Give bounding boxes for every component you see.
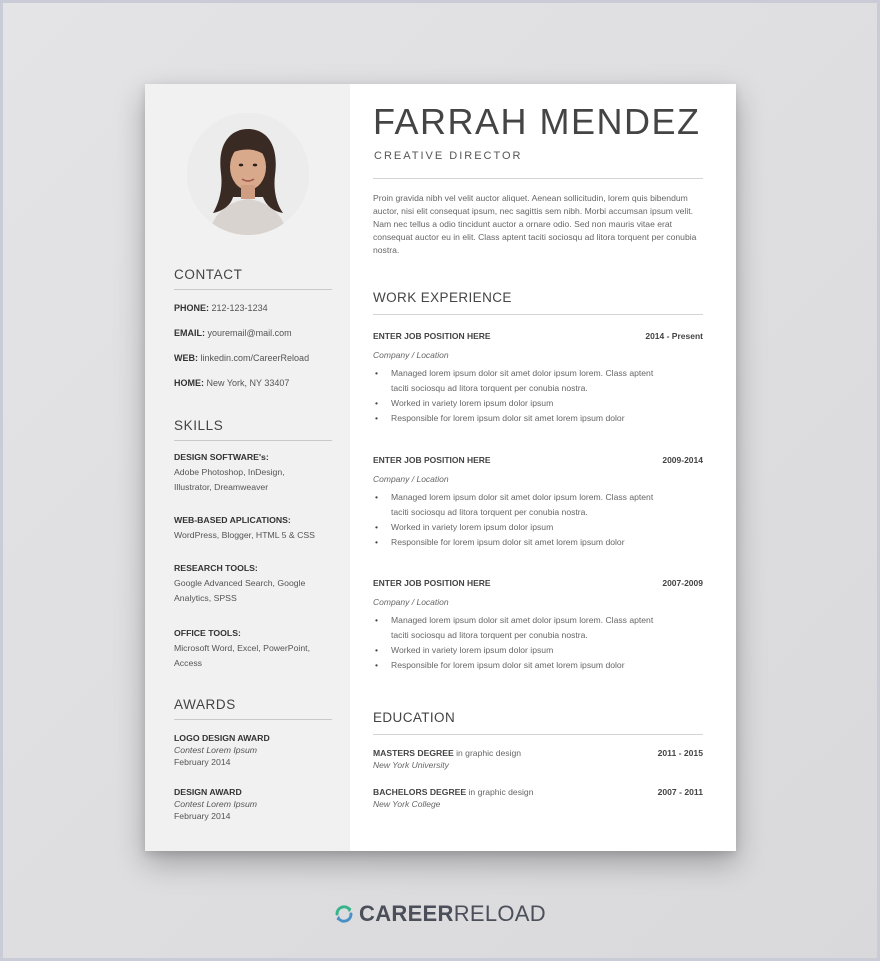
skill-group-line: Microsoft Word, Excel, PowerPoint,: [174, 643, 310, 653]
email-label: EMAIL:: [174, 328, 205, 338]
skill-group-office: [174, 626, 339, 671]
job-entry: [373, 331, 703, 426]
contact-divider: [174, 289, 332, 290]
brand-wordmark: [359, 901, 546, 927]
edu-years: 2007 - 2011: [657, 787, 703, 797]
contact-phone: [174, 303, 268, 313]
edu-degree: BACHELORS DEGREE: [373, 787, 467, 797]
skill-group-title: DESIGN SOFTWARE's:: [174, 452, 269, 462]
skill-group-research: [174, 561, 339, 606]
education-entry: [373, 748, 703, 770]
job-bullet: • Worked in variety lorem ipsum dolor ipsum: [373, 396, 703, 411]
job-bullet: • Responsible for lorem ipsum dolor sit amet lorem ipsum dolor: [373, 658, 703, 673]
portrait-image: [187, 113, 309, 235]
education-entry: [373, 787, 703, 809]
home-value: New York, NY 33407: [206, 378, 290, 388]
job-bullet: • Managed lorem ipsum dolor sit amet dolor ipsum lorem. Class aptent: [373, 490, 703, 505]
web-value: linkedin.com/CareerReload: [200, 353, 310, 363]
skill-group-line: Analytics, SPSS: [174, 593, 237, 603]
edu-school: New York University: [373, 760, 449, 770]
job-bullet: • Responsible for lorem ipsum dolor sit amet lorem ipsum dolor: [373, 411, 703, 426]
job-position: ENTER JOB POSITION HERE: [373, 455, 491, 465]
job-bullets: [373, 490, 703, 550]
award-date: February 2014: [174, 811, 231, 821]
edu-degree: MASTERS DEGREE: [373, 748, 454, 758]
skill-group-title: OFFICE TOOLS:: [174, 628, 241, 638]
refresh-arrows-icon: [333, 903, 355, 925]
contact-email: [174, 328, 292, 338]
award-title: LOGO DESIGN AWARD: [174, 733, 270, 743]
brand-part-2: RELOAD: [453, 901, 546, 926]
education-divider: [373, 734, 703, 735]
skill-group-design: [174, 450, 339, 495]
skills-divider: [174, 440, 332, 441]
header-divider: [373, 178, 703, 179]
skill-group-title: RESEARCH TOOLS:: [174, 563, 258, 573]
award-title: DESIGN AWARD: [174, 787, 242, 797]
resume-role: CREATIVE DIRECTOR: [374, 150, 523, 162]
work-divider: [373, 314, 703, 315]
job-bullet: • Responsible for lorem ipsum dolor sit amet lorem ipsum dolor: [373, 535, 703, 550]
awards-divider: [174, 719, 332, 720]
skill-group-line: Adobe Photoshop, InDesign,: [174, 467, 285, 477]
edu-field: in graphic design: [466, 787, 534, 797]
job-position: ENTER JOB POSITION HERE: [373, 331, 491, 341]
skills-heading: SKILLS: [174, 418, 224, 433]
job-company: Company / Location: [373, 597, 449, 607]
job-entry: [373, 455, 703, 550]
job-company: Company / Location: [373, 350, 449, 360]
edu-school: New York College: [373, 799, 441, 809]
resume-sidebar: [145, 84, 350, 851]
resume-name: FARRAH MENDEZ: [373, 101, 701, 142]
job-bullets: [373, 366, 703, 426]
phone-value: 212-123-1234: [211, 303, 268, 313]
contact-home: [174, 378, 289, 388]
job-company: Company / Location: [373, 474, 449, 484]
brand-part-1: CAREER: [359, 901, 454, 926]
skill-group-title: WEB-BASED APLICATIONS:: [174, 515, 291, 525]
job-bullet: taciti sociosqu ad litora torquent per conubia nostra.: [391, 507, 588, 517]
job-dates: 2014 - Present: [645, 331, 703, 341]
job-position: ENTER JOB POSITION HERE: [373, 578, 491, 588]
work-heading: WORK EXPERIENCE: [373, 290, 512, 305]
awards-heading: AWARDS: [174, 697, 236, 712]
job-entry: [373, 578, 703, 673]
email-value: youremail@mail.com: [207, 328, 292, 338]
award-issuer: Contest Lorem Ipsum: [174, 799, 258, 809]
web-label: WEB:: [174, 353, 198, 363]
skill-group-line: Google Advanced Search, Google: [174, 578, 306, 588]
resume-summary: Proin gravida nibh vel velit auctor aliquet. Aenean sollicitudin, lorem quis bibendum auctor, nisi elit consequat ipsum, nec sagittis sem nibh. Morbi accumsan ipsum velit. Nam nec tellus a odio tincidunt auctor a ornare odio. Sed non mauris vitae erat consequat auctor eu in elit. Class aptent taciti sociosqu ad litora torquent per conubia nostra.: [373, 193, 697, 255]
contact-web: [174, 353, 309, 363]
skill-group-line: Illustrator, Dreamweaver: [174, 482, 269, 492]
skill-group-line: WordPress, Blogger, HTML 5 & CSS: [174, 530, 315, 540]
job-bullet: • Worked in variety lorem ipsum dolor ipsum: [373, 643, 703, 658]
education-heading: EDUCATION: [373, 710, 456, 725]
award-date: February 2014: [174, 757, 231, 767]
job-dates: 2007-2009: [662, 578, 703, 588]
brand-logo: [333, 901, 546, 927]
edu-years: 2011 - 2015: [657, 748, 703, 758]
job-bullet: • Managed lorem ipsum dolor sit amet dolor ipsum lorem. Class aptent: [373, 366, 703, 381]
resume-page: [145, 84, 736, 851]
home-label: HOME:: [174, 378, 204, 388]
contact-heading: CONTACT: [174, 267, 243, 282]
job-bullet: • Worked in variety lorem ipsum dolor ipsum: [373, 520, 703, 535]
profile-photo: [187, 113, 309, 235]
skill-group-web: [174, 513, 339, 543]
skill-group-line: Access: [174, 658, 203, 668]
award-item: [174, 786, 257, 822]
edu-field: in graphic design: [453, 748, 522, 758]
job-bullet: • Managed lorem ipsum dolor sit amet dolor ipsum lorem. Class aptent: [373, 613, 703, 628]
job-bullets: [373, 613, 703, 673]
job-bullet: taciti sociosqu ad litora torquent per conubia nostra.: [391, 383, 588, 393]
resume-main: [350, 84, 736, 851]
job-bullet: taciti sociosqu ad litora torquent per conubia nostra.: [391, 630, 588, 640]
phone-label: PHONE:: [174, 303, 210, 313]
award-item: [174, 732, 270, 768]
award-issuer: Contest Lorem Ipsum: [174, 745, 258, 755]
job-dates: 2009-2014: [662, 455, 703, 465]
